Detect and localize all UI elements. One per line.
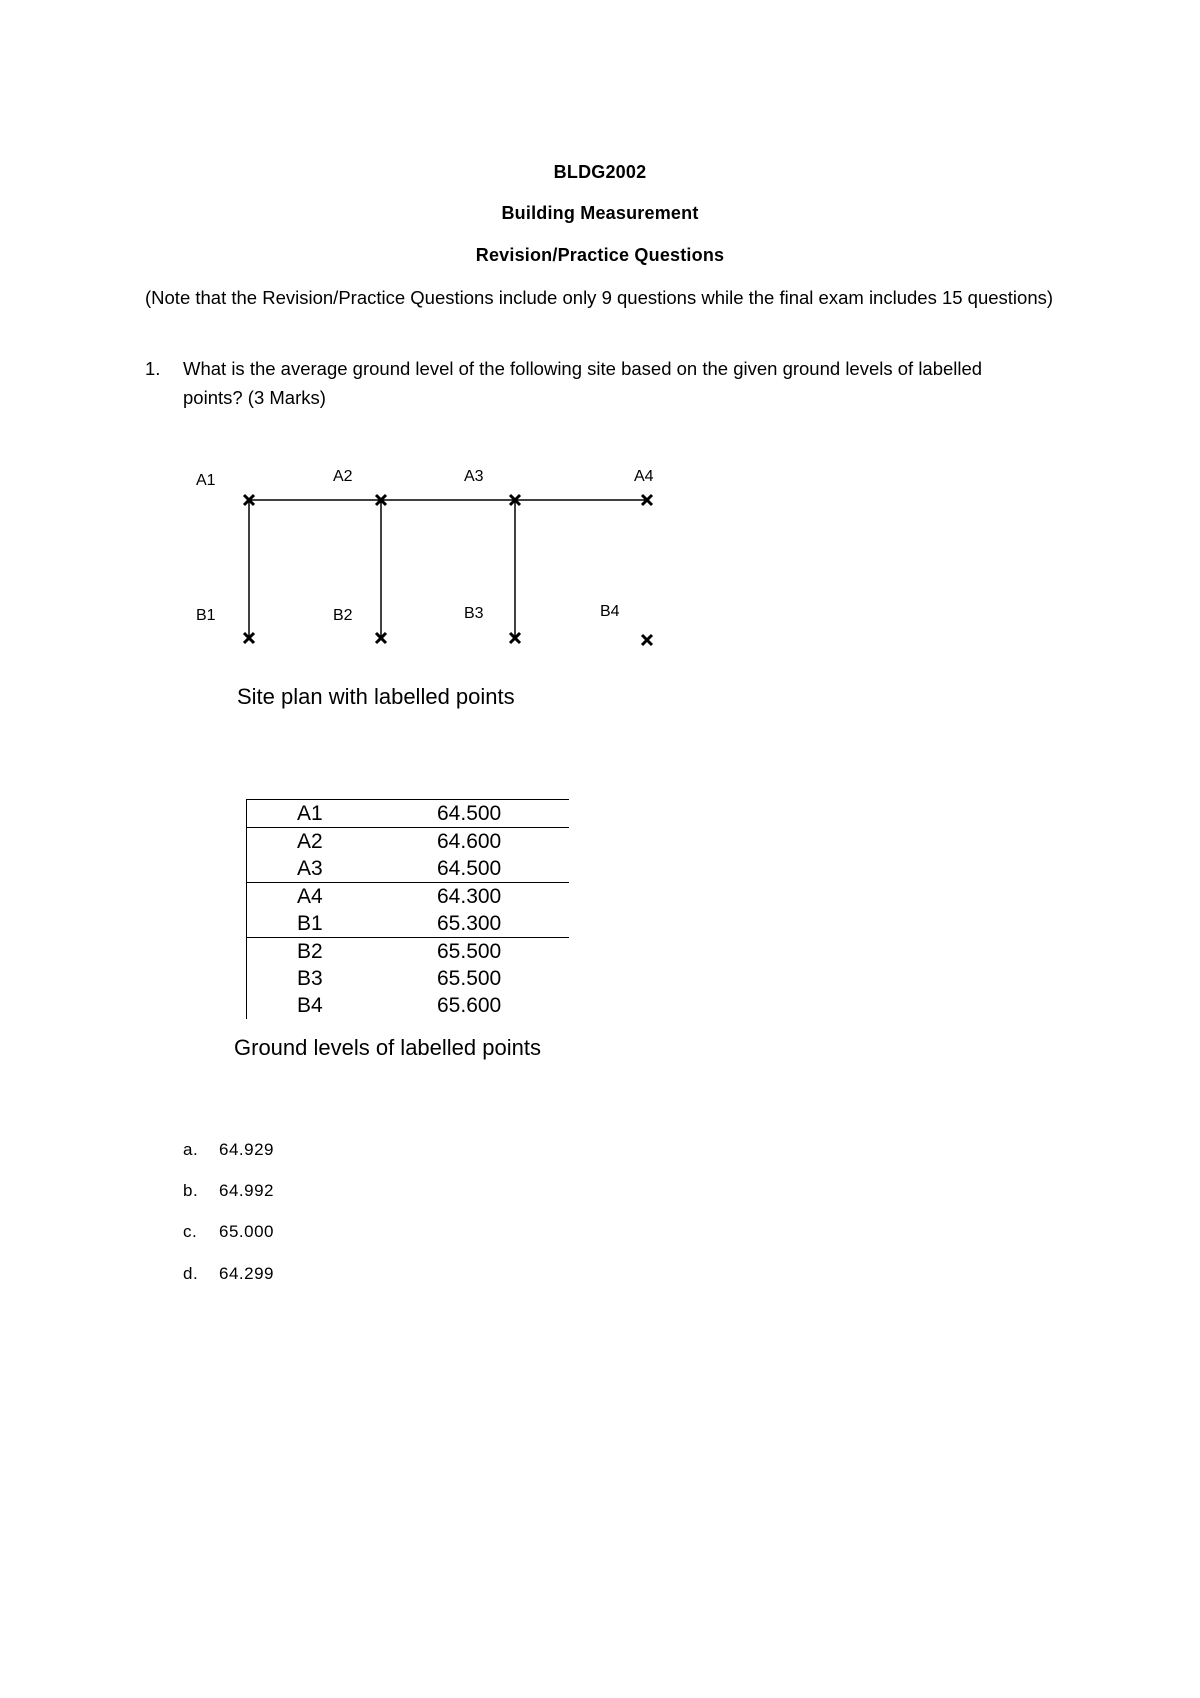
point-markers bbox=[244, 495, 652, 645]
table-row bbox=[247, 910, 570, 938]
option-label: b. bbox=[183, 1181, 199, 1200]
level-cell: 64.500 bbox=[437, 857, 502, 880]
table-row bbox=[247, 965, 570, 992]
answer-option-b bbox=[183, 1181, 274, 1201]
table-row bbox=[247, 883, 570, 911]
level-cell: 65.600 bbox=[437, 994, 502, 1017]
table-row bbox=[247, 855, 570, 883]
point-cell: A1 bbox=[247, 800, 438, 828]
level-cell: 64.600 bbox=[437, 828, 569, 856]
level-cell: 65.500 bbox=[437, 938, 569, 966]
level-cell: 64.300 bbox=[437, 883, 569, 911]
label-b3: B3 bbox=[464, 605, 484, 622]
point-cell: A2 bbox=[247, 828, 438, 856]
site-plan-caption: Site plan with labelled points bbox=[237, 684, 515, 709]
marker-b4 bbox=[642, 635, 652, 645]
answer-option-d bbox=[183, 1264, 274, 1284]
table-row bbox=[247, 828, 570, 856]
option-label: d. bbox=[183, 1264, 199, 1283]
label-b2: B2 bbox=[333, 607, 353, 624]
exam-note: (Note that the Revision/Practice Questions include only 9 questions while the final exam includes 15 questions) bbox=[145, 287, 1054, 308]
point-cell: B3 bbox=[247, 965, 438, 992]
label-b4: B4 bbox=[600, 603, 620, 620]
option-value: 64.929 bbox=[219, 1140, 274, 1159]
option-value: 64.299 bbox=[219, 1264, 274, 1283]
answer-option-a bbox=[183, 1140, 274, 1160]
option-label: c. bbox=[183, 1222, 198, 1241]
site-plan-figure bbox=[0, 0, 1200, 720]
site-plan-lines bbox=[249, 500, 647, 638]
course-title: Building Measurement bbox=[501, 203, 699, 223]
question-number: 1. bbox=[145, 358, 161, 379]
table-row bbox=[247, 992, 570, 1019]
option-label: a. bbox=[183, 1140, 199, 1159]
level-cell: 64.500 bbox=[437, 800, 569, 828]
point-cell: B1 bbox=[247, 910, 438, 938]
point-labels bbox=[196, 468, 654, 624]
course-code: BLDG2002 bbox=[553, 162, 647, 182]
level-cell: 65.300 bbox=[437, 912, 502, 935]
document-title: Revision/Practice Questions bbox=[475, 245, 725, 265]
table-caption: Ground levels of labelled points bbox=[234, 1035, 541, 1060]
point-cell: B2 bbox=[247, 938, 438, 966]
question-text: What is the average ground level of the following site based on the given ground levels of labelled points? (3 Marks) bbox=[183, 358, 983, 408]
point-cell: A4 bbox=[247, 883, 438, 911]
point-cell: A3 bbox=[247, 855, 438, 883]
answer-option-c bbox=[183, 1222, 274, 1242]
label-b1: B1 bbox=[196, 607, 216, 624]
label-a1: A1 bbox=[196, 472, 216, 489]
ground-levels-table bbox=[246, 799, 569, 1019]
point-cell: B4 bbox=[247, 992, 438, 1019]
label-a2: A2 bbox=[333, 468, 353, 485]
table-row bbox=[247, 800, 570, 828]
option-value: 64.992 bbox=[219, 1181, 274, 1200]
label-a3: A3 bbox=[464, 468, 484, 485]
label-a4: A4 bbox=[634, 468, 654, 485]
level-cell: 65.500 bbox=[437, 967, 502, 990]
table-row bbox=[247, 938, 570, 966]
option-value: 65.000 bbox=[219, 1222, 274, 1241]
